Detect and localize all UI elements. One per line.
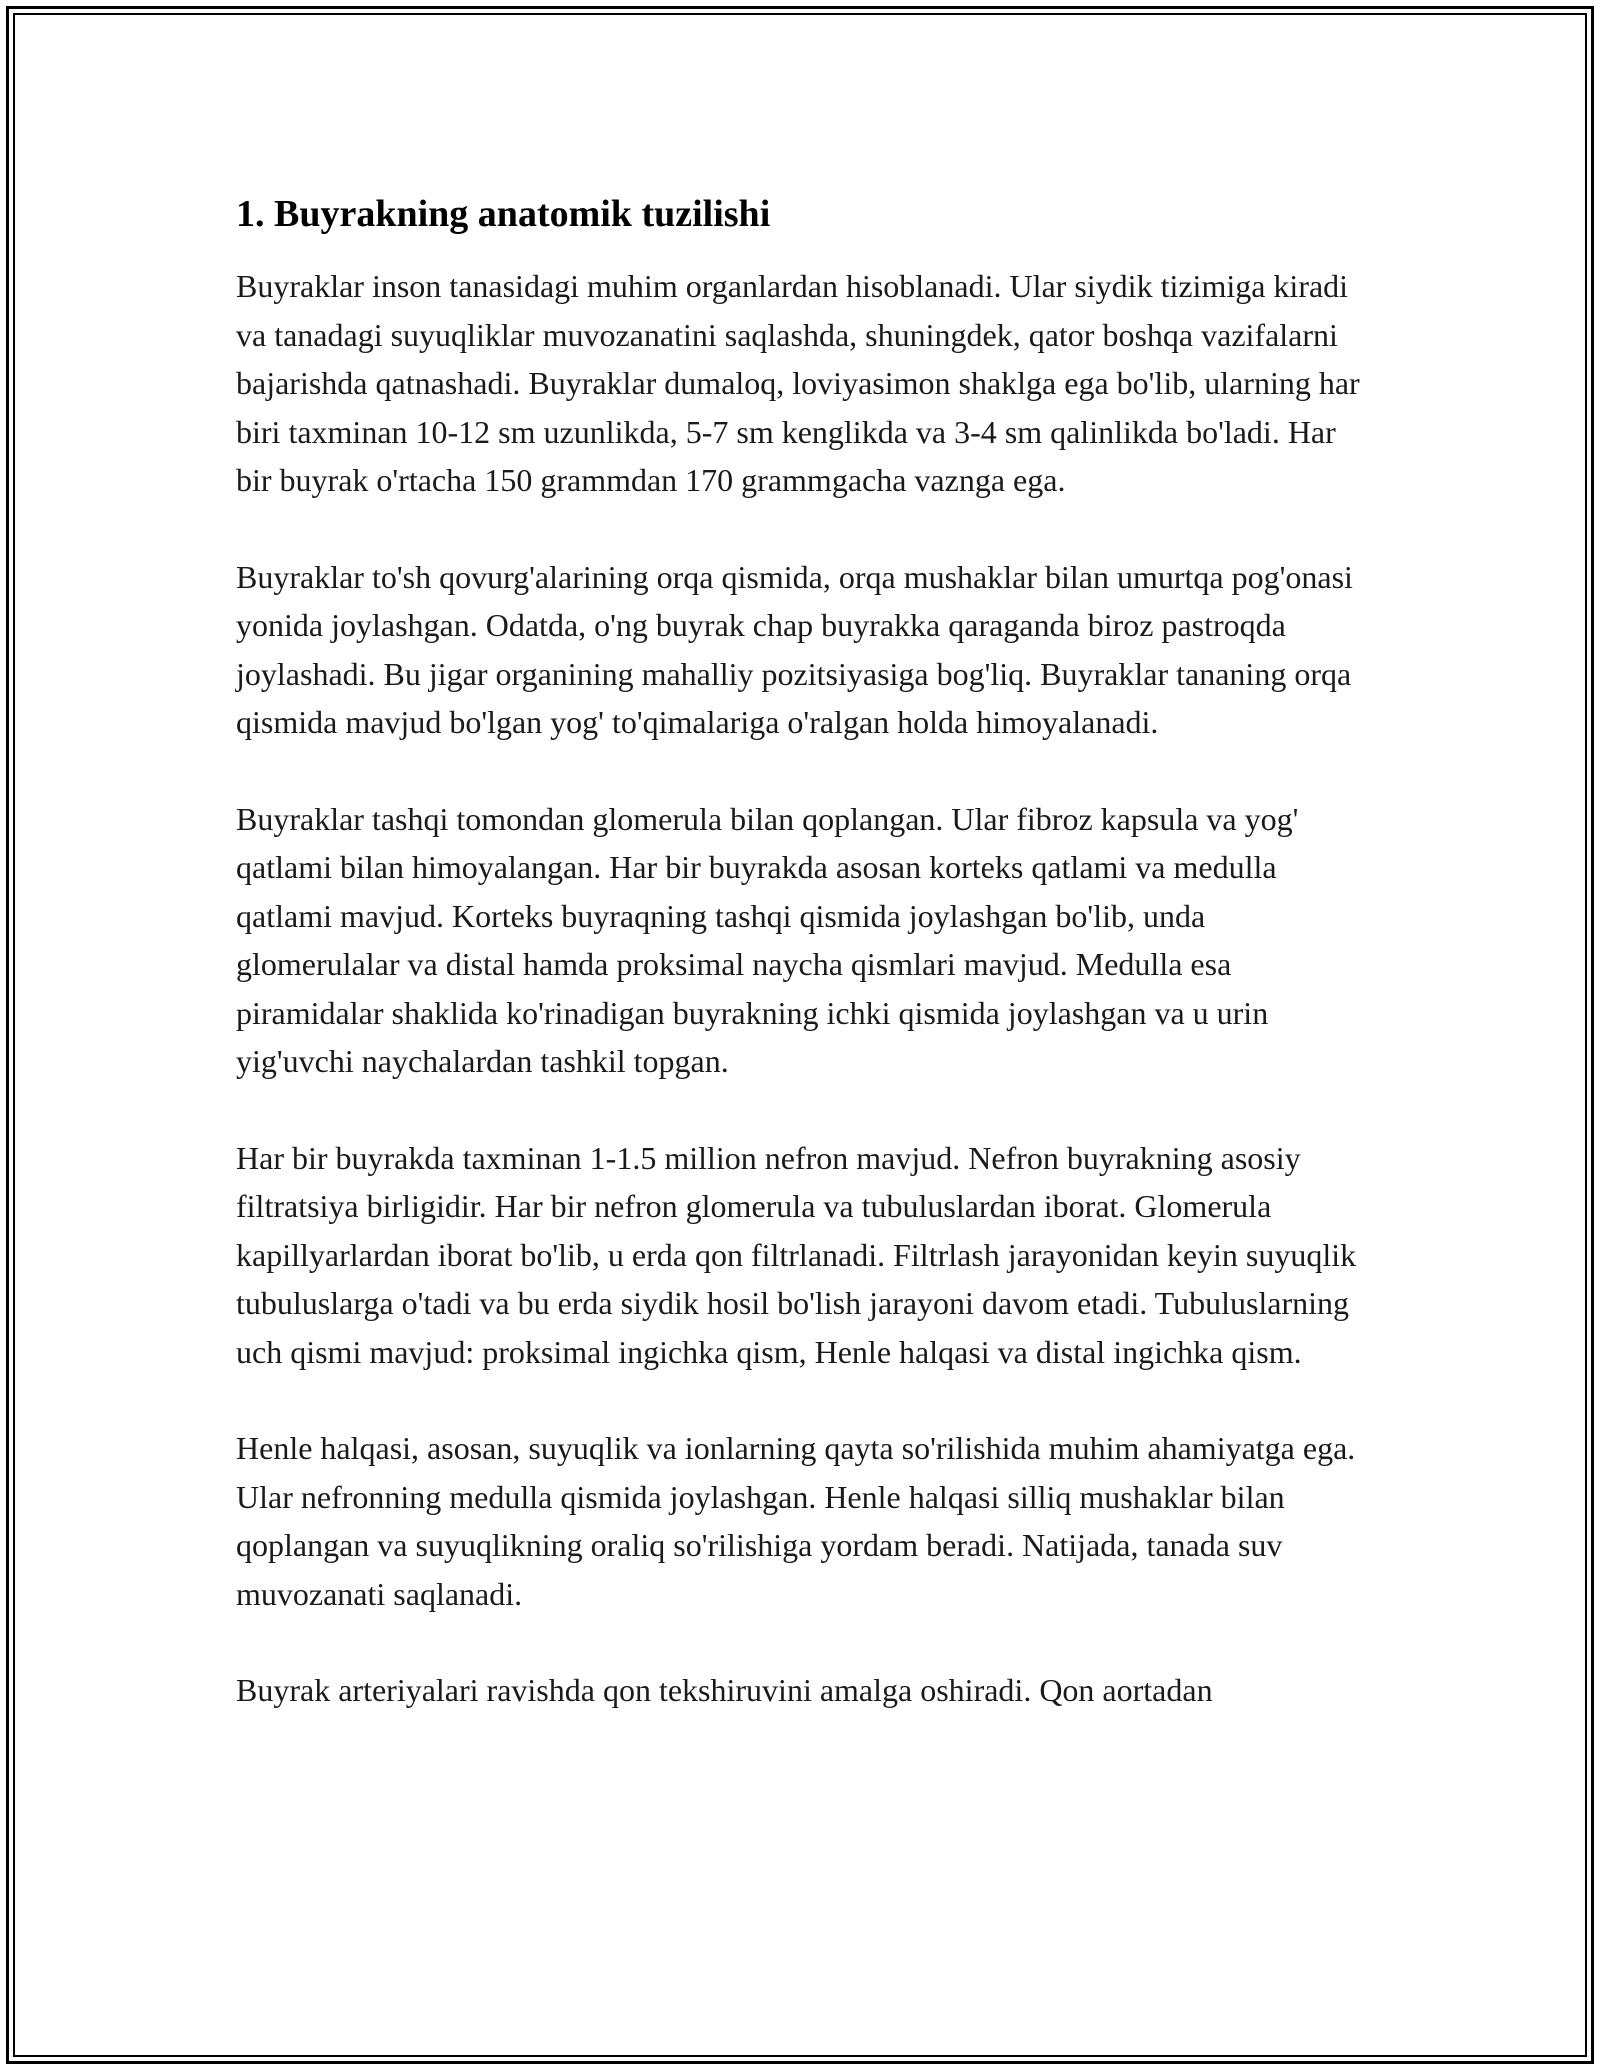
paragraph-1: Buyraklar inson tanasidagi muhim organlardan hisoblanadi. Ular siydik tizimiga kiradi va tanadagi suyuqliklar muvozanatini saqlashda, shuningdek, qator boshqa vazifalarni bajarishda qatnashadi. Buyraklar dumaloq, loviyasimon shaklga ega bo'lib, ularning har biri taxminan 10-12 sm uzunlikda, 5-7 sm kenglikda va 3-4 sm qalinlikda bo'ladi. Har bir buyrak o'rtacha 150 grammdan 170 grammgacha vaznga ega. xyxy=(236,268,1360,498)
paragraph-2: Buyraklar to'sh qovurg'alarining orqa qismida, orqa mushaklar bilan umurtqa pog'onasi yonida joylashgan. Odatda, o'ng buyrak chap buyrakka qaraganda biroz pastroqda joylashadi. Bu jigar organining mahalliy pozitsiyasiga bog'liq. Buyraklar tananing orqa qismida mavjud bo'lgan yog' to'qimalariga o'ralgan holda himoyalanadi. xyxy=(236,558,1353,740)
paragraph-6: Buyrak arteriyalari ravishda qon tekshiruvini amalga oshiradi. Qon aortadan xyxy=(236,1672,1213,1708)
paragraph-3: Buyraklar tashqi tomondan glomerula bilan qoplangan. Ular fibroz kapsula va yog' qatlami bilan himoyalangan. Har bir buyrakda asosan korteks qatlami va medulla qatlami mavjud. Korteks buyraqning tashqi qismida joylashgan bo'lib, unda glomerulalar va distal hamda proksimal naycha qismlari mavjud. Medulla esa piramidalar shaklida ko'rinadigan buyrakning ichki qismida joylashgan va u urin yig'uvchi naychalardan tashkil topgan. xyxy=(236,800,1299,1079)
paragraph-4: Har bir buyrakda taxminan 1-1.5 million nefron mavjud. Nefron buyrakning asosiy filtratsiya birligidir. Har bir nefron glomerula va tubuluslardan iborat. Glomerula kapillyarlardan iborat bo'lib, u erda qon filtrlanadi. Filtrlash jarayonidan keyin suyuqlik tubuluslarga o'tadi va bu erda siydik hosil bo'lish jarayoni davom etadi. Tubuluslarning uch qismi mavjud: proksimal ingichka qism, Henle halqasi va distal ingichka qism. xyxy=(236,1139,1357,1370)
document-body xyxy=(236,190,1366,1763)
paragraph-5: Henle halqasi, asosan, suyuqlik va ionlarning qayta so'rilishida muhim ahamiyatga ega. Ular nefronning medulla qismida joylashgan. Henle halqasi silliq mushaklar bilan qoplangan va suyuqlikning oraliq so'rilishiga yordam beradi. Natijada, tanada suv muvozanati saqlanadi. xyxy=(236,1430,1356,1612)
section-heading: 1. Buyrakning anatomik tuzilishi xyxy=(236,193,771,235)
